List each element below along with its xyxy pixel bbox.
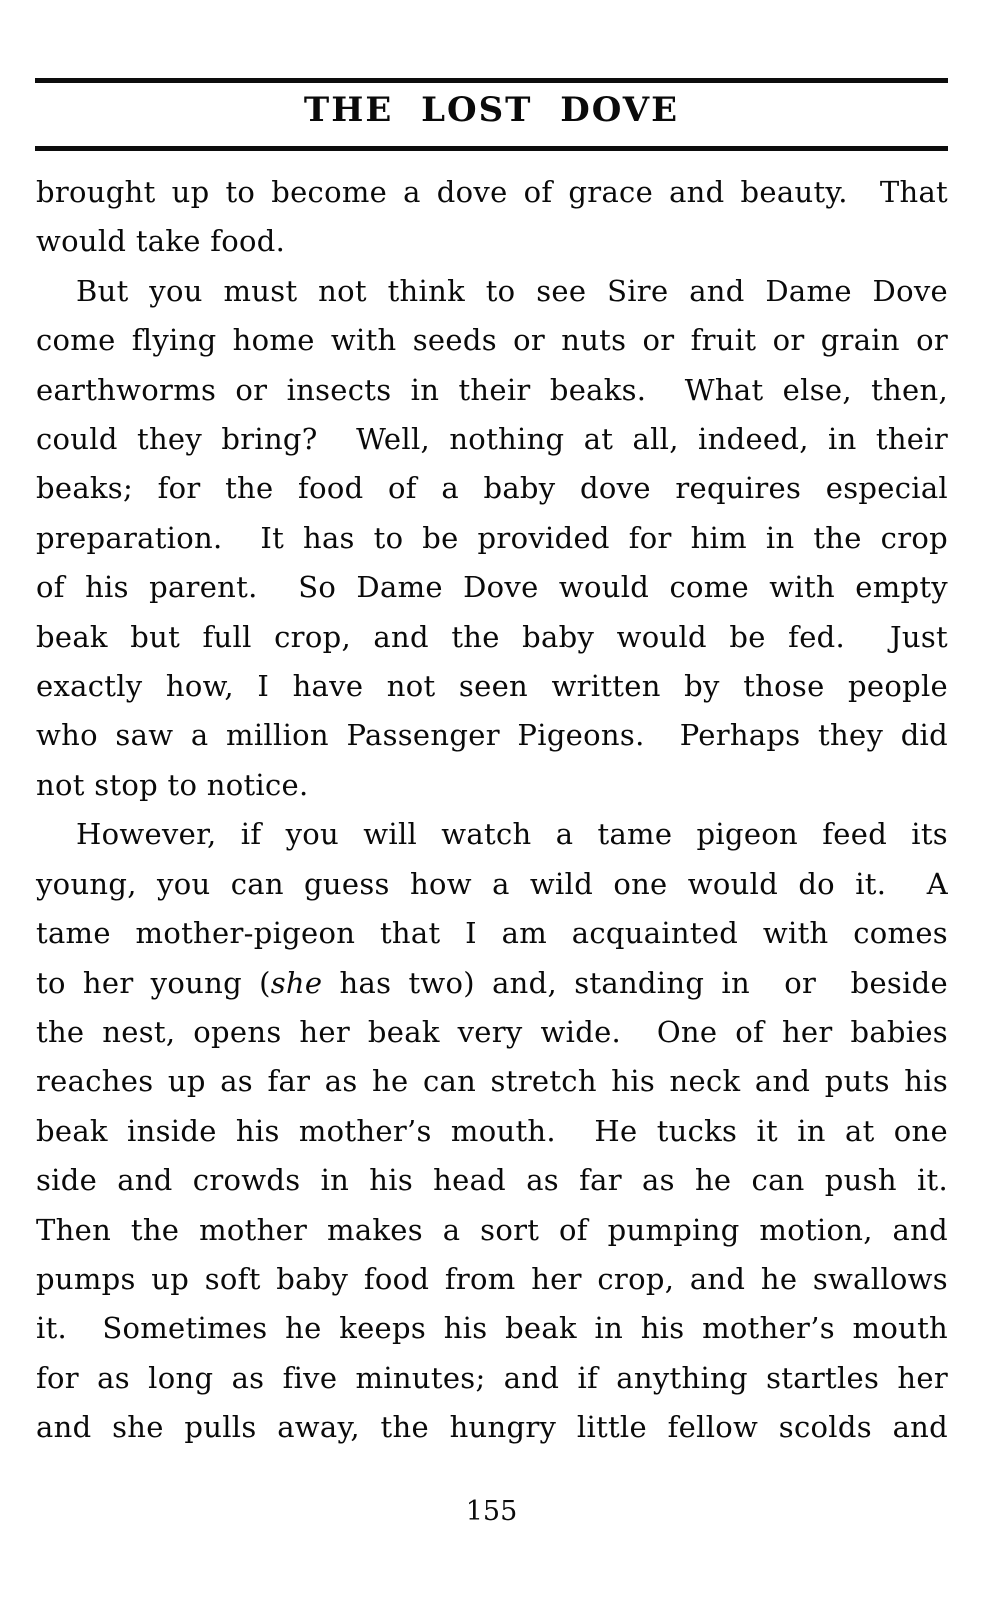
text-line: brought up to become a dove of grace and beauty. That (36, 175, 948, 209)
header-rule-top (35, 78, 948, 83)
text-line: pumps up soft baby food from her crop, and he swallows (36, 1261, 948, 1296)
text-line: However, if you will watch a tame pigeon feed its (76, 817, 948, 852)
text-line: who saw a million Passenger Pigeons. Perhaps they did (36, 718, 948, 753)
text-line: preparation. It has to be provided for him in the crop (36, 520, 948, 555)
text-line: would take food. (36, 224, 286, 259)
text-line: for as long as five minutes; and if anything startles her (36, 1360, 948, 1395)
text-line: come flying home with seeds or nuts or fruit or grain or (36, 323, 948, 358)
text-line: of his parent. So Dame Dove would come with empty (36, 570, 948, 605)
body-text (36, 168, 948, 1453)
text-line: the nest, opens her beak very wide. One of her babies (36, 1014, 948, 1049)
text-line: earthworms or insects in their beaks. What else, then, (36, 372, 948, 407)
text-line: tame mother-pigeon that I am acquainted with comes (36, 916, 948, 951)
text-line: reaches up as far as he can stretch his neck and puts his (36, 1064, 948, 1099)
text-line: beak but full crop, and the baby would be fed. Just (36, 619, 948, 654)
text-line: not stop to notice. (36, 767, 309, 802)
text-line: exactly how, I have not seen written by those people (36, 669, 948, 704)
text-line: to her young (she has two) and, standing in or beside (36, 965, 948, 1000)
text-line: beaks; for the food of a baby dove requires especial (36, 471, 948, 506)
text-line: could they bring? Well, nothing at all, indeed, in their (36, 422, 948, 457)
text-line: young, you can guess how a wild one would do it. A (36, 866, 948, 901)
text-line: But you must not think to see Sire and Dame Dove (76, 273, 948, 308)
page-title: THE LOST DOVE (303, 90, 680, 130)
text-line: it. Sometimes he keeps his beak in his mother’s mouth (36, 1311, 948, 1346)
text-line: side and crowds in his head as far as he can push it. (36, 1163, 948, 1198)
page-number: 155 (465, 1496, 518, 1527)
text-line: and she pulls away, the hungry little fellow scolds and (36, 1410, 948, 1445)
header-rule-bottom (35, 146, 948, 151)
text-line: beak inside his mother’s mouth. He tucks it in at one (36, 1113, 948, 1148)
text-line: Then the mother makes a sort of pumping motion, and (36, 1212, 948, 1247)
